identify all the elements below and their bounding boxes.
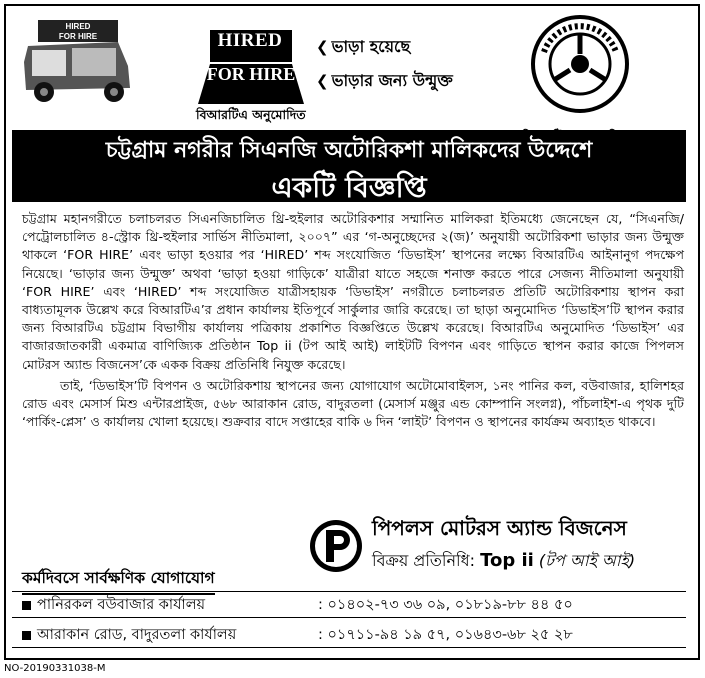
legend-for-hire: ❮ ভাড়ার জন্য উন্মুক্ত <box>316 71 453 90</box>
sales-representative: বিক্রয় প্রতিনিধি: Top ii (টপ আই আই) <box>372 550 636 571</box>
banner-headline: চট্টগ্রাম নগরীর সিএনজি অটোরিকশা মালিকদের উদ্দেশে <box>105 138 593 163</box>
notice-paragraph-2: তাই, ‘ডিভাইস’টি বিপণন ও অটোরিকশায় স্থাপনের জন্য যোগাযোগ অটোমোবাইলস, ১নং পানির কল, বউবাজার, হালিশহর রোড এবং মেসার্স মিশু এন্টারপ্রাইজ, ৫৬৮ আরাকান রোড, বাদুরতলা (মেসার্স মঞ্জুর এন্ড কোম্পানি সংলগ্ন), পাঁচলাইশ-এ পৃথক দুটি ‘পার্কিং-প্লেস’ ও কার্যালয় খোলা হয়েছে। শুক্রবার বাদে সপ্তাহের বাকি ৬ দিন ‘লাইট’ বিপণন ও স্থাপনের কার্যক্রম অব্যাহত থাকবে। <box>22 377 684 430</box>
legend-hired: ❮ ভাড়া হয়েছে <box>316 37 411 56</box>
notice-body <box>22 210 684 431</box>
svg-text:FOR HIRE: FOR HIRE <box>58 32 98 41</box>
svg-text:HIRED: HIRED <box>65 22 91 31</box>
divider <box>12 591 686 592</box>
badge-hired-text: HIRED <box>217 30 283 51</box>
divider <box>12 617 686 618</box>
cng-rickshaw-illustration <box>18 6 138 106</box>
square-bullet-icon <box>22 631 31 640</box>
phone-badurtala: : ০১৭১১-৯৪ ১৯ ৫৭, ০১৬৪৩-৬৮ ২৫ ২৮ <box>318 627 573 643</box>
peoples-motors-logo <box>308 518 364 574</box>
ad-reference-number: NO-20190331038-M <box>4 663 106 674</box>
office-badurtala: আরাকান রোড, বাদুরতলা কার্যালয় <box>22 624 236 648</box>
office-bowbazar: পানিরকল বউবাজার কার্যালয় <box>22 594 205 618</box>
square-bullet-icon <box>22 601 31 610</box>
banner-notice-title: একটি বিজ্ঞপ্তি <box>271 171 427 204</box>
chevron-left-icon: ❮ <box>316 38 329 56</box>
company-name: পিপলস মোটরস অ্যান্ড বিজনেস <box>372 516 627 540</box>
phone-bowbazar: : ০১৪০২-৭৩ ৩৬ ০৯, ০১৮১৯-৮৮ ৪৪ ৫০ <box>318 597 573 613</box>
contact-heading: কর্মদিবসে সার্বক্ষণিক যোগাযোগ <box>22 566 215 595</box>
notice-paragraph-1: চট্টগ্রাম মহানগরীতে চলাচলরত সিএনজিচালিত থ্রি-হুইলার অটোরিকশার সম্মানিত মালিকরা ইতিমধ্যে জেনেছেন যে, “সিএনজি/পেট্রোলচালিত ৪-স্ট্রোক থ্রি-হুইলার সার্ভিস নীতিমালা, ২০০৭” এর ‘গ-অনুচ্ছেদের ২(জ)’ অনুযায়ী অটোরিকশা ভাড়ার জন্য উন্মুক্ত থাকলে ‘FOR HIRE’ এবং ভাড়া হওয়ার পর ‘HIRED’ শব্দ সংযোজিত ‘ডিভাইস’ স্থাপনের লক্ষ্যে বিআরটিএ আইনানুগ পদক্ষেপ নিয়েছে। ‘ভাড়ার জন্য উন্মুক্ত’ অথবা ‘ভাড়া হওয়া গাড়িকে’ যাত্রীরা যাতে সহজে শনাক্ত করতে পারে সেজন্য নীতিমালা অনুযায়ী ‘FOR HIRE’ এবং ‘HIRED’ শব্দ সংযোজিত যাত্রীসহায়ক ‘ডিভাইস’ নগরীতে চলাচলরত প্রতিটি অটোরিকশায় স্থাপন করা বাধ্যতামূলক উল্লেখ করে বিআরটিএ’র প্রধান কার্যালয় ইতিপূর্বে সার্কুলার জারি করেছে। তা ছাড়া অনুমোদিত ‘ডিভাইস’টি স্থাপন করার জন্য বিআরটিএ চট্টগ্রাম বিভাগীয় কার্যালয় পত্রিকায় প্রকাশিত বিজ্ঞপ্তিতে উল্লেখ করেছে। বিআরটিএ অনুমোদিত ‘ডিভাইস’ এর বাজারজাতকারী একমাত্র বাণিজ্যিক প্রতিষ্ঠান Top ii (টপ আই আই) লাইটটি বিপণন এবং গাড়িতে স্থাপন করার কাজে পিপলস মোটরস অ্যান্ড বিজনেস’কে একক বিক্রয় প্রতিনিধি নিযুক্ত করেছে। <box>22 211 684 372</box>
brta-seal-logo <box>530 14 630 114</box>
brta-approved-left: বিআরটিএ অনুমোদিত <box>196 107 306 122</box>
chevron-left-icon: ❮ <box>316 72 329 90</box>
divider <box>12 647 686 648</box>
badge-for-hire-text: FOR HIRE <box>206 64 296 84</box>
